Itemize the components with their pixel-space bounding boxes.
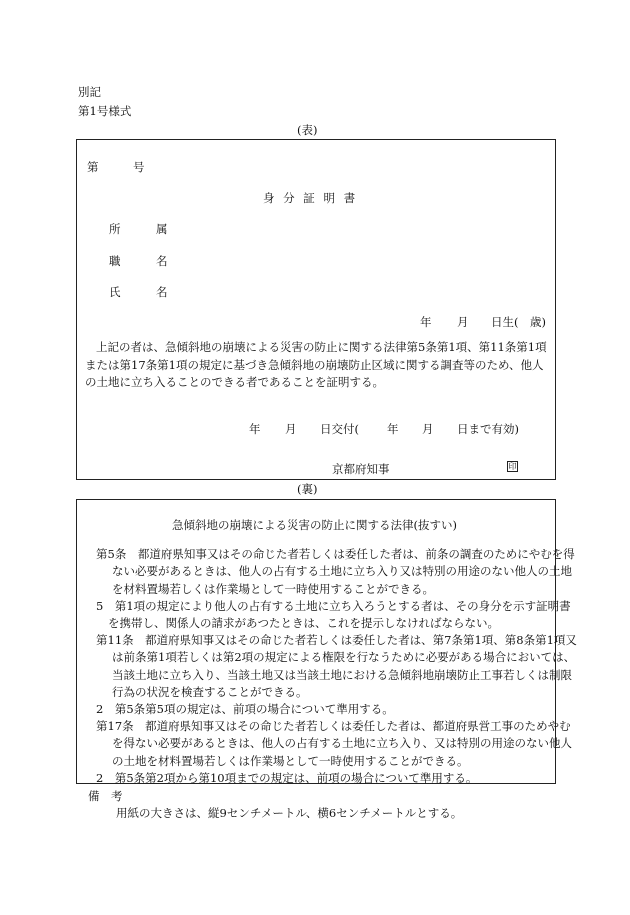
field-position-b: 名 — [156, 254, 168, 268]
issue-day: 日交付( — [320, 422, 359, 436]
field-affiliation-b: 属 — [156, 222, 168, 236]
card-title: 身 分 証 明 書 — [263, 191, 356, 205]
notes-label: 備 考 — [88, 789, 123, 803]
field-name-b: 名 — [156, 285, 168, 299]
article-11: 第11条 都道府県知事又はその命じた者若しくは委任した者は、第7条第1項、第8条第1項又は前条第1項若しくは第2項の規定による権限を行なうために必要がある場合においては、当該土地に立ち入り、当該土地又は当該土地における急傾斜地崩壊防止工事若しくは制限行為の状況を検査することができる。 — [96, 633, 577, 699]
article-5: 第5条 都道府県知事又はその命じた者若しくは委任した者は、前条の調査のためにやむを得ない必要があるときは、他人の占有する土地に立ち入り又は特別の用途のない他人の土地を材料置場若しくは作業場として一時使用することができる。 — [96, 547, 575, 596]
field-name-a: 氏 — [109, 285, 121, 299]
birth-month: 月 — [457, 315, 469, 329]
article-11-2: 2 第5条第5項の規定は、前項の場合について準用する。 — [96, 702, 394, 716]
certify-text: 上記の者は、急傾斜地の崩壊による災害の防止に関する法律第5条第1項、第11条第1項または第17条第1項の規定に基づき急傾斜地の崩壊防止区域に関する調査等のため、他人の土地に立ち入ることのできる者であることを証明する。 — [85, 340, 547, 389]
birth-age: 歳) — [530, 315, 546, 329]
valid-year: 年 — [387, 422, 399, 436]
issue-year: 年 — [249, 422, 261, 436]
article-17-2: 2 第5条第2項から第10項までの規定は、前項の場合について準用する。 — [96, 771, 478, 785]
valid-month: 月 — [422, 422, 434, 436]
law-title: 急傾斜地の崩壊による災害の防止に関する法律(抜すい) — [172, 518, 457, 532]
form-number-label: 第1号様式 — [78, 104, 132, 118]
field-position-a: 職 — [109, 254, 121, 268]
article-17: 第17条 都道府県知事又はその命じた者若しくは委任した者は、都道府県営工事のためやむを得ない必要があるときは、他人の占有する土地に立ち入り、又は特別の用途のない他人の土地を材料置場若しくは作業場として一時使用することができる。 — [96, 719, 572, 768]
birth-year: 年 — [420, 315, 432, 329]
id-card-front — [76, 139, 556, 480]
back-heading: (裏) — [297, 482, 318, 496]
annex-label: 別記 — [78, 85, 101, 99]
issuer-name: 京都府知事 — [332, 462, 390, 476]
birth-day: 日生( — [491, 315, 519, 329]
number-suffix: 号 — [133, 160, 145, 174]
seal-stamp-icon: 印 — [508, 462, 517, 471]
notes-text: 用紙の大きさは、縦9センチメートル、横6センチメートルとする。 — [116, 806, 463, 820]
number-label: 第 — [87, 160, 99, 174]
field-affiliation-a: 所 — [109, 222, 121, 236]
issue-month: 月 — [285, 422, 297, 436]
valid-until: 日まで有効) — [457, 422, 519, 436]
front-heading: (表) — [297, 123, 318, 137]
article-5-5: 5 第1項の規定により他人の占有する土地に立ち入ろうとする者は、その身分を示す証明書を携帯し、関係人の請求があつたときは、これを提示しなければならない。 — [96, 599, 571, 631]
